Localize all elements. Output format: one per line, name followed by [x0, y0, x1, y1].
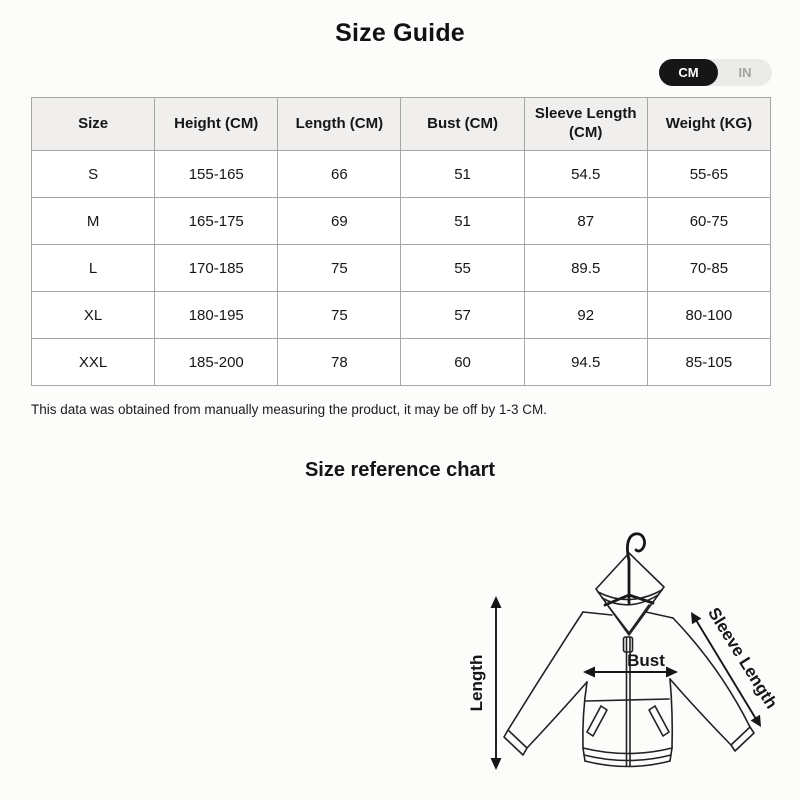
column-header-weight: Weight (KG)	[647, 98, 770, 151]
table-cell: 51	[401, 151, 524, 198]
sleeve-length-arrow	[691, 604, 781, 727]
table-cell: 55-65	[647, 151, 770, 198]
table-cell: S	[32, 151, 155, 198]
table-cell: 94.5	[524, 339, 647, 386]
table-cell: 80-100	[647, 292, 770, 339]
measurement-note: This data was obtained from manually measuring the product, it may be off by 1-3 CM.	[31, 402, 547, 417]
table-cell: 87	[524, 198, 647, 245]
unit-toggle-in-button[interactable]: IN	[718, 59, 772, 86]
sleeve-length-label: Sleeve Length	[704, 604, 782, 712]
table-cell: 180-195	[155, 292, 278, 339]
table-cell: 85-105	[647, 339, 770, 386]
table-cell: 70-85	[647, 245, 770, 292]
column-header-sleeve-length: Sleeve Length (CM)	[524, 98, 647, 151]
column-header-size: Size	[32, 98, 155, 151]
table-cell: 75	[278, 292, 401, 339]
table-cell: 60-75	[647, 198, 770, 245]
unit-toggle-cm-button[interactable]: CM	[659, 59, 718, 86]
table-row-xxl	[32, 339, 771, 386]
table-cell: XXL	[32, 339, 155, 386]
column-header-length: Length (CM)	[278, 98, 401, 151]
table-cell: L	[32, 245, 155, 292]
table-cell: 55	[401, 245, 524, 292]
table-cell: 75	[278, 245, 401, 292]
table-cell: M	[32, 198, 155, 245]
table-cell: 185-200	[155, 339, 278, 386]
reference-chart-title: Size reference chart	[304, 459, 496, 481]
length-arrow	[467, 596, 502, 770]
column-header-bust: Bust (CM)	[401, 98, 524, 151]
length-label: Length	[467, 654, 486, 712]
table-cell: 155-165	[155, 151, 278, 198]
table-cell: 78	[278, 339, 401, 386]
table-cell: 92	[524, 292, 647, 339]
table-row-s	[32, 151, 771, 198]
page-title: Size Guide	[335, 19, 465, 47]
bust-label: Bust	[627, 651, 665, 670]
size-table	[31, 97, 771, 386]
table-cell: 69	[278, 198, 401, 245]
size-reference-diagram	[440, 515, 790, 800]
table-cell: 89.5	[524, 245, 647, 292]
table-cell: 54.5	[524, 151, 647, 198]
unit-toggle[interactable]	[659, 59, 772, 86]
table-row-xl	[32, 292, 771, 339]
table-cell: 60	[401, 339, 524, 386]
table-row-m	[32, 198, 771, 245]
table-cell: XL	[32, 292, 155, 339]
table-cell: 51	[401, 198, 524, 245]
table-row-l	[32, 245, 771, 292]
table-cell: 57	[401, 292, 524, 339]
table-cell: 170-185	[155, 245, 278, 292]
table-cell: 165-175	[155, 198, 278, 245]
column-header-height: Height (CM)	[155, 98, 278, 151]
table-cell: 66	[278, 151, 401, 198]
table-header-row	[32, 98, 771, 151]
